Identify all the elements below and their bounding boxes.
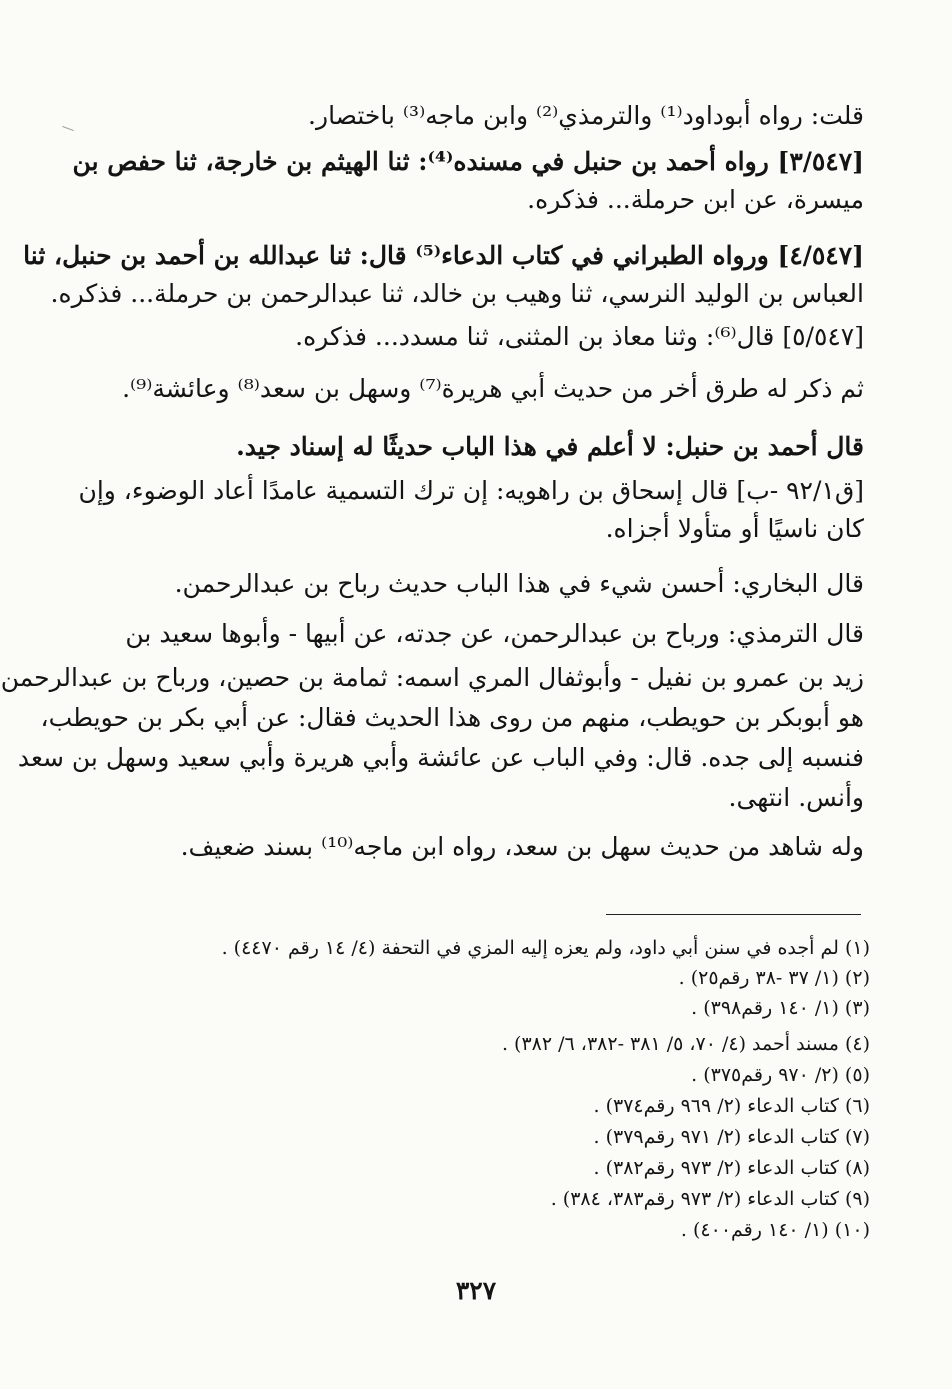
footnote-7: (٧) كتاب الدعاء (٢/ ٩٧١ رقم٣٧٩) . bbox=[593, 1126, 870, 1148]
body-line-6: [٤/٥٤٧] ورواه الطبراني في كتاب الدعاء⁽⁵⁾ قال: ثنا عبدالله بن أحمد بن حنبل، ثنا bbox=[23, 241, 864, 270]
body-line-19: وله شاهد من حديث سهل بن سعد، رواه ابن ماجه⁽¹⁰⁾ بسند ضعيف. bbox=[180, 832, 864, 861]
body-line-15: زيد بن عمرو بن نفيل - وأبوثفال المري اسمه: ثمامة بن حصين، ورباح بن عبدالرحمن bbox=[0, 663, 864, 692]
body-line-9: ثم ذكر له طرق أخر من حديث أبي هريرة⁽⁷⁾ وسهل بن سعد⁽⁸⁾ وعائشة⁽⁹⁾. bbox=[122, 374, 864, 403]
footnote-separator bbox=[606, 914, 861, 915]
body-line-11: [ق٩٢/١ -ب] قال إسحاق بن راهويه: إن ترك التسمية عامدًا أعاد الوضوء، وإن bbox=[78, 476, 864, 505]
body-line-7: العباس بن الوليد النرسي، ثنا وهيب بن خالد، ثنا عبدالرحمن بن حرملة... فذكره. bbox=[50, 279, 864, 308]
body-line-3: [٣/٥٤٧] رواه أحمد بن حنبل في مسنده⁽⁴⁾: ثنا الهيثم بن خارجة، ثنا حفص بن bbox=[72, 147, 864, 176]
footnote-4: (٤) مسند أحمد (٤/ ٧٠، ٥/ ٣٨١ -٣٨٢، ٦/ ٣٨٢) . bbox=[501, 1033, 870, 1055]
footnote-8: (٨) كتاب الدعاء (٢/ ٩٧٣ رقم٣٨٢) . bbox=[593, 1157, 870, 1179]
body-line-13: قال البخاري: أحسن شيء في هذا الباب حديث رباح بن عبدالرحمن. bbox=[174, 569, 864, 598]
footnote-9: (٩) كتاب الدعاء (٢/ ٩٧٣ رقم٣٨٣، ٣٨٤) . bbox=[550, 1188, 870, 1210]
body-line-14: قال الترمذي: ورباح بن عبدالرحمن، عن جدته، عن أبيها - وأبوها سعيد بن bbox=[125, 619, 864, 648]
footnote-6: (٦) كتاب الدعاء (٢/ ٩٦٩ رقم٣٧٤) . bbox=[593, 1095, 870, 1117]
body-line-4: ميسرة، عن ابن حرملة... فذكره. bbox=[527, 185, 864, 214]
body-line-12: كان ناسيًا أو متأولا أجزاه. bbox=[605, 514, 864, 543]
footnote-5: (٥) (٢/ ٩٧٠ رقم٣٧٥) . bbox=[691, 1064, 870, 1086]
footnote-10: (١٠) (١/ ١٤٠ رقم٤٠٠) . bbox=[680, 1219, 870, 1241]
margin-mark bbox=[62, 126, 74, 131]
body-line-18: وأنس. انتهى. bbox=[728, 783, 864, 812]
body-line-10: قال أحمد بن حنبل: لا أعلم في هذا الباب حديثًا له إسناد جيد. bbox=[236, 432, 864, 461]
body-line-16: هو أبوبكر بن حويطب، منهم من روى هذا الحديث فقال: عن أبي بكر بن حويطب، bbox=[40, 703, 864, 732]
body-line-8: [٥/٥٤٧] قال⁽⁶⁾: وثنا معاذ بن المثنى، ثنا مسدد... فذكره. bbox=[295, 322, 864, 351]
footnote-2: (٢) (١/ ٣٧ -٣٨ رقم٢٥) . bbox=[678, 967, 870, 989]
body-line-2: قلت: رواه أبوداود⁽¹⁾ والترمذي⁽²⁾ وابن ماجه⁽³⁾ باختصار. bbox=[308, 101, 864, 130]
footnote-3: (٣) (١/ ١٤٠ رقم٣٩٨) . bbox=[691, 997, 870, 1019]
body-line-17: فنسبه إلى جده. قال: وفي الباب عن عائشة وأبي هريرة وأبي سعيد وسهل بن سعد bbox=[17, 743, 864, 772]
footnote-1: (١) لم أجده في سنن أبي داود، ولم يعزه إليه المزي في التحفة (٤/ ١٤ رقم ٤٤٧٠) . bbox=[221, 937, 870, 959]
page-number: ٣٢٧ bbox=[455, 1276, 497, 1305]
